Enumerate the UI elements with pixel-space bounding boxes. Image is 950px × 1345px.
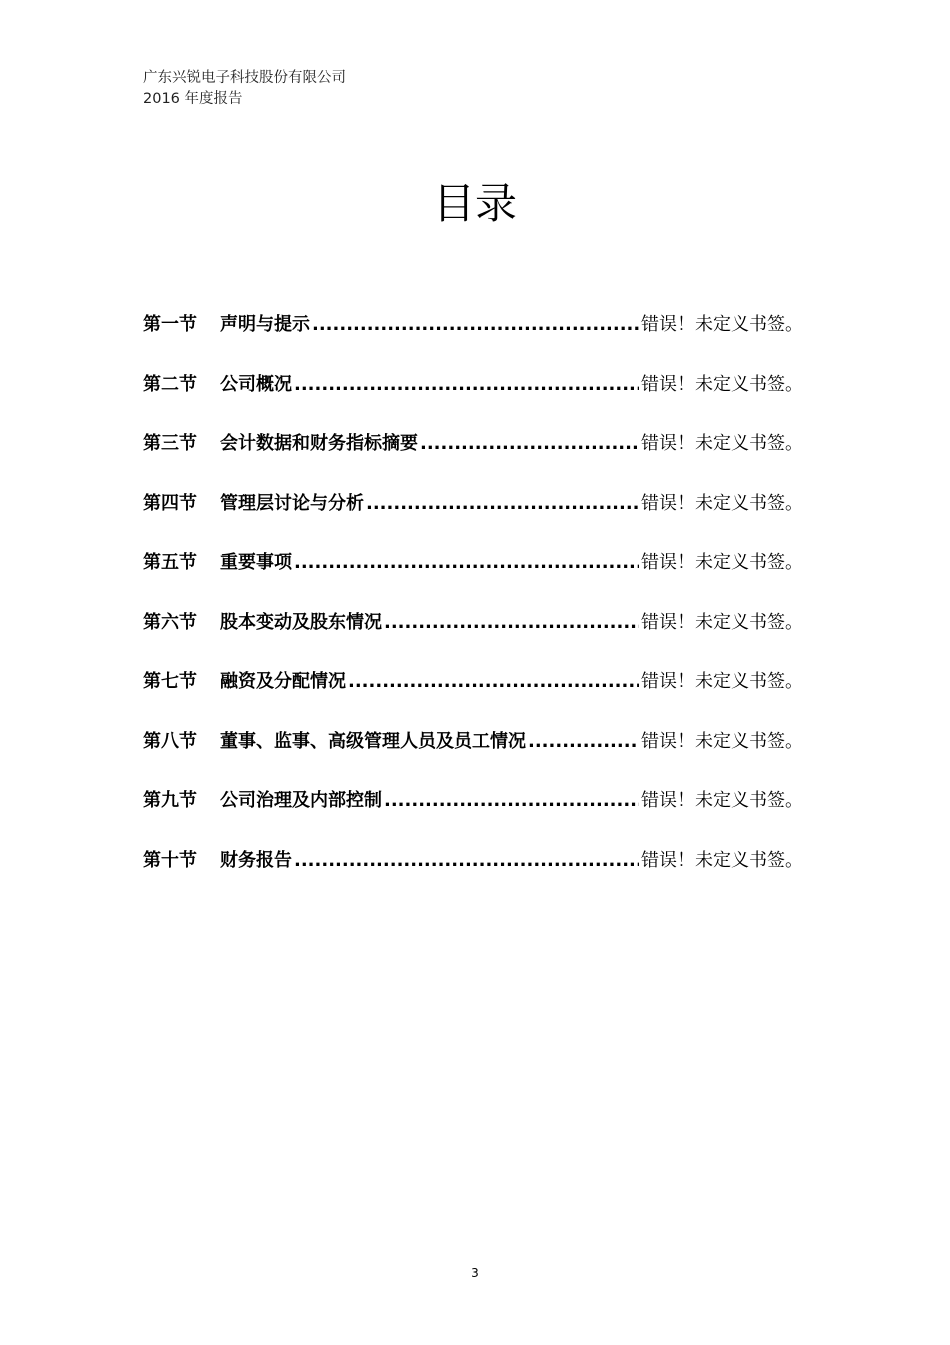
toc-entry[interactable] (143, 489, 803, 549)
toc-section-title: 董事、监事、高级管理人员及员工情况 (220, 730, 526, 752)
toc-section-number: 第八节 (143, 730, 197, 752)
toc-entry[interactable] (143, 846, 803, 906)
toc-leader-dots (366, 489, 639, 519)
toc-entry[interactable] (143, 548, 803, 608)
toc-entry[interactable] (143, 429, 803, 489)
toc-leader-dots (294, 370, 639, 400)
toc-entry[interactable] (143, 786, 803, 846)
toc-section-title: 会计数据和财务指标摘要 (220, 433, 418, 454)
toc-section-number: 第七节 (143, 671, 197, 692)
toc-section-title: 财务报告 (220, 849, 292, 871)
header-report: 2016 年度报告 (143, 91, 243, 107)
toc-entry[interactable] (143, 667, 803, 727)
toc-page-ref: 错误！未定义书签。 (641, 433, 803, 454)
toc-section-title: 公司治理及内部控制 (220, 790, 382, 811)
toc-leader-dots (294, 548, 639, 578)
toc-page-ref: 错误！未定义书签。 (641, 492, 803, 514)
toc-section-title: 重要事项 (220, 552, 292, 573)
toc-leader-dots (384, 608, 639, 638)
toc-page-ref: 错误！未定义书签。 (641, 730, 803, 752)
header-company: 广东兴锐电子科技股份有限公司 (143, 70, 346, 86)
toc-section-number: 第十节 (143, 849, 197, 871)
toc-entry[interactable] (143, 370, 803, 430)
toc-section-title: 声明与提示 (220, 314, 310, 335)
toc-section-title: 融资及分配情况 (220, 671, 346, 692)
toc-leader-dots (420, 429, 639, 459)
toc-leader-dots (528, 727, 639, 757)
toc-section-number: 第一节 (143, 314, 197, 335)
toc-leader-dots (384, 786, 639, 816)
toc-section-number: 第四节 (143, 492, 197, 514)
toc-page-ref: 错误！未定义书签。 (641, 373, 803, 395)
toc-section-title: 管理层讨论与分析 (220, 492, 364, 514)
page-number: 3 (471, 1266, 479, 1280)
toc-leader-dots (312, 310, 639, 340)
toc-leader-dots (294, 846, 639, 876)
toc-section-number: 第三节 (143, 433, 197, 454)
toc-section-number: 第五节 (143, 552, 197, 573)
table-of-contents (143, 310, 803, 905)
toc-page-ref: 错误！未定义书签。 (641, 849, 803, 871)
page-title: 目录 (432, 179, 517, 228)
toc-page-ref: 错误！未定义书签。 (641, 790, 803, 811)
toc-leader-dots (348, 667, 639, 697)
toc-entry[interactable] (143, 727, 803, 787)
toc-page-ref: 错误！未定义书签。 (641, 314, 803, 335)
toc-entry[interactable] (143, 310, 803, 370)
toc-page-ref: 错误！未定义书签。 (641, 611, 803, 633)
toc-page-ref: 错误！未定义书签。 (641, 671, 803, 692)
toc-section-number: 第九节 (143, 790, 197, 811)
toc-section-number: 第六节 (143, 611, 197, 633)
page-header (143, 68, 346, 110)
toc-section-number: 第二节 (143, 373, 197, 395)
toc-section-title: 股本变动及股东情况 (220, 611, 382, 633)
toc-entry[interactable] (143, 608, 803, 668)
toc-section-title: 公司概况 (220, 373, 292, 395)
toc-page-ref: 错误！未定义书签。 (641, 552, 803, 573)
